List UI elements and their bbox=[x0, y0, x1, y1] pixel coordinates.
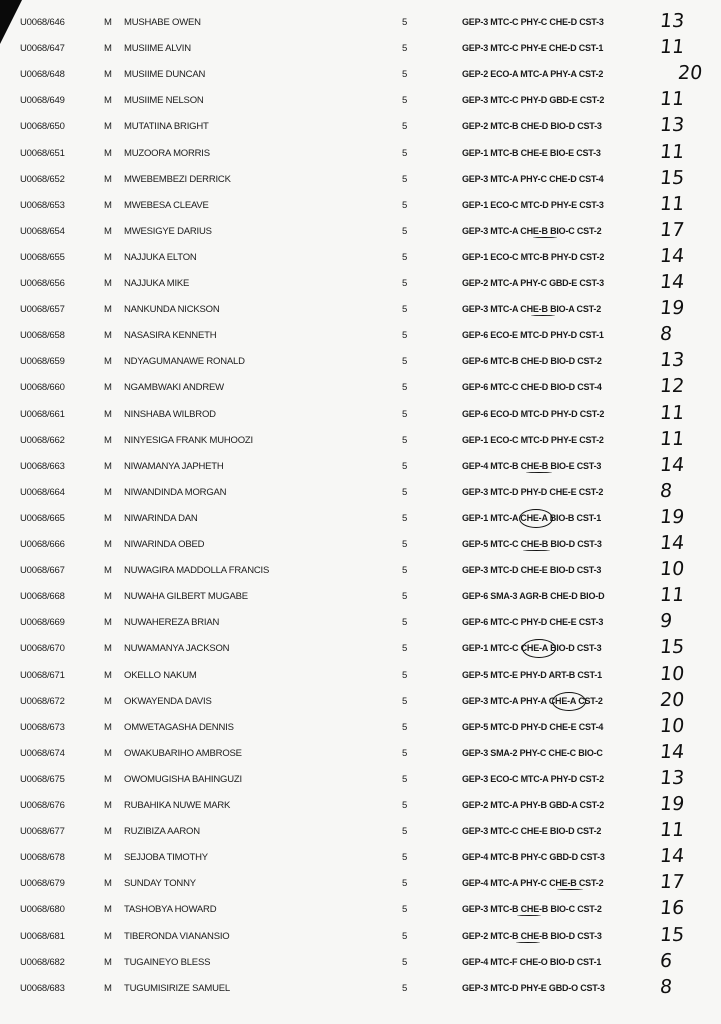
division: 5 bbox=[402, 199, 408, 211]
table-row bbox=[0, 271, 721, 297]
sex: M bbox=[104, 278, 112, 289]
sex: M bbox=[104, 643, 112, 655]
sex: M bbox=[104, 95, 112, 107]
division: 5 bbox=[402, 643, 408, 655]
table-row bbox=[0, 323, 721, 349]
subject-combination: GEP-1 ECO-C MTC-D PHY-E CST-3 bbox=[462, 199, 604, 210]
handwritten-points: 14 bbox=[658, 453, 686, 476]
table-row bbox=[0, 375, 721, 401]
sex: M bbox=[104, 982, 112, 994]
candidate-name: OWAKUBARIHO AMBROSE bbox=[124, 747, 242, 759]
table-row bbox=[0, 950, 721, 976]
index-number: U0068/679 bbox=[20, 878, 65, 890]
subject-combination: GEP-3 MTC-C PHY-D GBD-E CST-2 bbox=[462, 95, 605, 106]
table-row bbox=[0, 741, 721, 767]
subject-combination: GEP-6 ECO-E MTC-D PHY-D CST-1 bbox=[462, 330, 604, 341]
division: 5 bbox=[402, 591, 408, 603]
candidate-name: NDYAGUMANAWE RONALD bbox=[124, 356, 245, 368]
handwritten-points: 11 bbox=[658, 36, 686, 59]
index-number: U0068/663 bbox=[20, 460, 65, 472]
division: 5 bbox=[402, 173, 408, 185]
index-number: U0068/662 bbox=[20, 434, 65, 446]
division: 5 bbox=[402, 147, 408, 159]
handwritten-points: 13 bbox=[658, 349, 686, 372]
candidate-name: MUSIIME DUNCAN bbox=[124, 69, 206, 81]
candidate-name: RUBAHIKA NUWE MARK bbox=[124, 800, 231, 811]
table-row bbox=[0, 454, 721, 480]
division: 5 bbox=[402, 930, 408, 942]
table-row bbox=[0, 480, 721, 506]
subject-combination: GEP-3 MTC-A CHE-B BIO-C CST-2 bbox=[462, 225, 602, 236]
division: 5 bbox=[402, 225, 408, 237]
table-row bbox=[0, 767, 721, 793]
handwritten-points: 11 bbox=[658, 88, 686, 111]
sex: M bbox=[104, 173, 112, 185]
pen-underline bbox=[526, 471, 552, 473]
sex: M bbox=[104, 878, 112, 890]
handwritten-points: 11 bbox=[658, 584, 686, 607]
division: 5 bbox=[402, 121, 408, 133]
subject-combination: GEP-3 MTC-C CHE-E BIO-D CST-2 bbox=[462, 826, 602, 837]
handwritten-points: 10 bbox=[658, 714, 686, 737]
table-row bbox=[0, 558, 721, 584]
sex: M bbox=[104, 747, 112, 759]
index-number: U0068/666 bbox=[20, 539, 65, 550]
candidate-name: OMWETAGASHA DENNIS bbox=[124, 721, 234, 733]
index-number: U0068/654 bbox=[20, 225, 65, 237]
table-row bbox=[0, 141, 721, 167]
candidate-name: MWEBEMBEZI DERRICK bbox=[124, 173, 231, 185]
division: 5 bbox=[402, 956, 408, 968]
division: 5 bbox=[402, 878, 408, 890]
sex: M bbox=[104, 382, 112, 394]
candidate-name: NINYESIGA FRANK MUHOOZI bbox=[124, 434, 253, 446]
handwritten-points: 11 bbox=[658, 427, 686, 450]
pen-underline bbox=[531, 314, 555, 316]
pen-underline bbox=[523, 549, 550, 551]
sex: M bbox=[104, 591, 112, 603]
candidate-name: NUWAHA GILBERT MUGABE bbox=[124, 591, 248, 603]
handwritten-points: 15 bbox=[658, 636, 686, 659]
sex: M bbox=[104, 251, 112, 263]
handwritten-points: 11 bbox=[658, 192, 686, 215]
division: 5 bbox=[402, 95, 408, 107]
subject-combination: GEP-3 SMA-2 PHY-C CHE-C BIO-C bbox=[462, 747, 603, 758]
table-row bbox=[0, 297, 721, 323]
sex: M bbox=[104, 930, 112, 942]
division: 5 bbox=[402, 773, 408, 785]
subject-combination: GEP-4 MTC-B CHE-B BIO-E CST-3 bbox=[462, 460, 602, 471]
pen-circle bbox=[522, 639, 556, 658]
subject-combination: GEP-5 MTC-E PHY-D ART-B CST-1 bbox=[462, 669, 602, 680]
candidate-name: MUZOORA MORRIS bbox=[124, 147, 210, 159]
table-row bbox=[0, 114, 721, 140]
subject-combination: GEP-2 ECO-A MTC-A PHY-A CST-2 bbox=[462, 69, 604, 80]
handwritten-points: 15 bbox=[658, 166, 686, 189]
candidate-name: NAJJUKA MIKE bbox=[124, 278, 190, 289]
subject-combination: GEP-3 MTC-C PHY-C CHE-D CST-3 bbox=[462, 17, 604, 27]
subject-combination: GEP-2 MTC-A PHY-C GBD-E CST-3 bbox=[462, 278, 604, 288]
sex: M bbox=[104, 225, 112, 237]
subject-combination: GEP-3 MTC-B CHE-B BIO-C CST-2 bbox=[462, 904, 602, 915]
subject-combination: GEP-3 MTC-A CHE-B BIO-A CST-2 bbox=[462, 304, 602, 315]
subject-combination: GEP-4 MTC-A PHY-C CHE-B CST-2 bbox=[462, 878, 604, 889]
subject-combination: GEP-5 MTC-C CHE-B BIO-D CST-3 bbox=[462, 539, 602, 549]
sex: M bbox=[104, 434, 112, 446]
sex: M bbox=[104, 826, 112, 838]
table-row bbox=[0, 689, 721, 715]
handwritten-points: 10 bbox=[658, 558, 686, 581]
table-row bbox=[0, 245, 721, 271]
table-row bbox=[0, 402, 721, 428]
subject-combination: GEP-1 MTC-C CHE-A BIO-D CST-3 bbox=[462, 643, 602, 654]
index-number: U0068/670 bbox=[20, 643, 65, 655]
index-number: U0068/661 bbox=[20, 408, 65, 420]
index-number: U0068/675 bbox=[20, 773, 65, 785]
index-number: U0068/667 bbox=[20, 565, 65, 577]
handwritten-points: 17 bbox=[658, 218, 686, 241]
table-row bbox=[0, 532, 721, 558]
subject-combination: GEP-2 MTC-A PHY-B GBD-A CST-2 bbox=[462, 800, 605, 810]
subject-combination: GEP-6 ECO-D MTC-D PHY-D CST-2 bbox=[462, 408, 605, 419]
index-number: U0068/660 bbox=[20, 382, 65, 394]
subject-combination: GEP-6 MTC-C PHY-D CHE-E CST-3 bbox=[462, 617, 604, 628]
candidate-name: NIWARINDA DAN bbox=[124, 512, 198, 524]
handwritten-points: 6 bbox=[658, 949, 674, 972]
table-row bbox=[0, 349, 721, 375]
division: 5 bbox=[402, 330, 408, 342]
sex: M bbox=[104, 460, 112, 472]
table-row bbox=[0, 819, 721, 845]
division: 5 bbox=[402, 721, 408, 733]
subject-combination: GEP-1 MTC-A CHE-A BIO-B CST-1 bbox=[462, 512, 602, 523]
pen-underline bbox=[517, 914, 541, 916]
table-row bbox=[0, 219, 721, 245]
sex: M bbox=[104, 199, 112, 211]
handwritten-points: 11 bbox=[658, 401, 686, 424]
index-number: U0068/648 bbox=[20, 69, 65, 81]
index-number: U0068/669 bbox=[20, 617, 65, 629]
index-number: U0068/683 bbox=[20, 982, 65, 994]
candidate-name: SUNDAY TONNY bbox=[124, 878, 196, 890]
subject-combination: GEP-2 MTC-B CHE-D BIO-D CST-3 bbox=[462, 121, 602, 132]
index-number: U0068/678 bbox=[20, 852, 65, 864]
sex: M bbox=[104, 617, 112, 629]
pen-underline bbox=[557, 888, 583, 890]
table-row bbox=[0, 976, 721, 1002]
index-number: U0068/652 bbox=[20, 173, 65, 185]
candidate-name: NANKUNDA NICKSON bbox=[124, 304, 220, 316]
sex: M bbox=[104, 956, 112, 968]
candidate-name: NASASIRA KENNETH bbox=[124, 330, 217, 342]
subject-combination: GEP-3 MTC-D CHE-E BIO-D CST-3 bbox=[462, 565, 602, 576]
subject-combination: GEP-3 MTC-D PHY-E GBD-O CST-3 bbox=[462, 982, 605, 993]
subject-combination: GEP-3 MTC-A PHY-A CHE-A CST-2 bbox=[462, 695, 603, 706]
division: 5 bbox=[402, 565, 408, 577]
index-number: U0068/657 bbox=[20, 304, 65, 316]
division: 5 bbox=[402, 747, 408, 759]
candidate-name: TIBERONDA VIANANSIO bbox=[124, 930, 230, 942]
candidate-name: MUTATIINA BRIGHT bbox=[124, 121, 209, 133]
handwritten-points: 11 bbox=[658, 819, 686, 842]
sex: M bbox=[104, 408, 112, 420]
index-number: U0068/655 bbox=[20, 251, 65, 263]
index-number: U0068/651 bbox=[20, 147, 65, 159]
division: 5 bbox=[402, 982, 408, 994]
division: 5 bbox=[402, 852, 408, 864]
candidate-name: NUWAHEREZA BRIAN bbox=[124, 617, 220, 629]
sex: M bbox=[104, 330, 112, 342]
division: 5 bbox=[402, 669, 408, 681]
table-row bbox=[0, 715, 721, 741]
handwritten-points: 16 bbox=[658, 897, 686, 920]
subject-combination: GEP-1 MTC-B CHE-E BIO-E CST-3 bbox=[462, 147, 601, 158]
index-number: U0068/650 bbox=[20, 121, 65, 133]
candidate-name: TUGUMISIRIZE SAMUEL bbox=[124, 982, 230, 994]
handwritten-points: 15 bbox=[658, 923, 686, 946]
sex: M bbox=[104, 147, 112, 159]
index-number: U0068/647 bbox=[20, 43, 65, 55]
sex: M bbox=[104, 721, 112, 733]
index-number: U0068/653 bbox=[20, 199, 65, 211]
subject-combination: GEP-4 MTC-B PHY-C GBD-D CST-3 bbox=[462, 852, 605, 863]
table-row bbox=[0, 845, 721, 871]
handwritten-points: 14 bbox=[658, 244, 686, 267]
index-number: U0068/659 bbox=[20, 356, 65, 368]
division: 5 bbox=[402, 695, 408, 707]
candidate-name: MUSIIME ALVIN bbox=[124, 43, 191, 55]
division: 5 bbox=[402, 43, 408, 55]
sex: M bbox=[104, 304, 112, 316]
sex: M bbox=[104, 773, 112, 785]
candidate-name: NIWANDINDA MORGAN bbox=[124, 486, 227, 498]
candidate-name: NUWAGIRA MADDOLLA FRANCIS bbox=[124, 565, 270, 577]
handwritten-points: 9 bbox=[658, 610, 674, 633]
pen-underline bbox=[533, 236, 557, 238]
table-row bbox=[0, 88, 721, 114]
table-row bbox=[0, 506, 721, 532]
subject-combination: GEP-1 ECO-C MTC-B PHY-D CST-2 bbox=[462, 251, 605, 262]
handwritten-points: 19 bbox=[658, 297, 686, 320]
index-number: U0068/672 bbox=[20, 695, 65, 707]
index-number: U0068/674 bbox=[20, 747, 65, 759]
index-number: U0068/649 bbox=[20, 95, 65, 107]
sex: M bbox=[104, 695, 112, 707]
subject-combination: GEP-6 MTC-C CHE-D BIO-D CST-4 bbox=[462, 382, 602, 393]
table-row bbox=[0, 428, 721, 454]
handwritten-points: 13 bbox=[658, 10, 686, 32]
candidate-name: TUGAINEYO BLESS bbox=[124, 956, 211, 968]
index-number: U0068/646 bbox=[20, 17, 65, 28]
subject-combination: GEP-3 MTC-D PHY-D CHE-E CST-2 bbox=[462, 486, 604, 497]
table-row bbox=[0, 924, 721, 950]
subject-combination: GEP-4 MTC-F CHE-O BIO-D CST-1 bbox=[462, 956, 602, 967]
subject-combination: GEP-6 MTC-B CHE-D BIO-D CST-2 bbox=[462, 356, 602, 367]
sex: M bbox=[104, 904, 112, 916]
handwritten-points: 13 bbox=[658, 766, 686, 789]
table-row bbox=[0, 871, 721, 897]
handwritten-points: 19 bbox=[658, 505, 686, 528]
handwritten-points: 17 bbox=[658, 871, 686, 894]
candidate-name: MWEBESA CLEAVE bbox=[124, 199, 209, 211]
table-row bbox=[0, 193, 721, 219]
subject-combination: GEP-3 ECO-C MTC-A PHY-D CST-2 bbox=[462, 773, 604, 784]
candidate-name: OWOMUGISHA BAHINGUZI bbox=[124, 773, 242, 785]
handwritten-points: 8 bbox=[658, 479, 674, 502]
division: 5 bbox=[402, 826, 408, 838]
division: 5 bbox=[402, 251, 408, 263]
pen-circle bbox=[552, 692, 586, 711]
subject-combination: GEP-6 SMA-3 AGR-B CHE-D BIO-D bbox=[462, 591, 605, 602]
candidate-name: TASHOBYA HOWARD bbox=[124, 904, 217, 916]
division: 5 bbox=[402, 356, 408, 368]
candidate-name: NIWAMANYA JAPHETH bbox=[124, 460, 224, 472]
handwritten-points: 20 bbox=[676, 62, 704, 85]
index-number: U0068/658 bbox=[20, 330, 65, 342]
sex: M bbox=[104, 539, 112, 550]
index-number: U0068/665 bbox=[20, 512, 65, 524]
division: 5 bbox=[402, 278, 408, 289]
subject-combination: GEP-1 ECO-C MTC-D PHY-E CST-2 bbox=[462, 434, 604, 445]
candidate-name: NIWARINDA OBED bbox=[124, 539, 205, 550]
division: 5 bbox=[402, 408, 408, 420]
division: 5 bbox=[402, 17, 408, 28]
candidate-name: SEJJOBA TIMOTHY bbox=[124, 852, 208, 864]
candidate-name: MUSIIME NELSON bbox=[124, 95, 204, 107]
table-row bbox=[0, 167, 721, 193]
subject-combination: GEP-2 MTC-B CHE-B BIO-D CST-3 bbox=[462, 930, 602, 941]
candidate-name: NINSHABA WILBROD bbox=[124, 408, 216, 420]
division: 5 bbox=[402, 486, 408, 498]
candidate-name: NUWAMANYA JACKSON bbox=[124, 643, 230, 655]
handwritten-points: 14 bbox=[658, 532, 686, 554]
division: 5 bbox=[402, 904, 408, 916]
index-number: U0068/681 bbox=[20, 930, 65, 942]
handwritten-points: 14 bbox=[658, 845, 686, 868]
index-number: U0068/671 bbox=[20, 669, 65, 681]
subject-combination: GEP-3 MTC-A PHY-C CHE-D CST-4 bbox=[462, 173, 604, 184]
index-number: U0068/668 bbox=[20, 591, 65, 603]
candidate-name: MUSHABE OWEN bbox=[124, 17, 201, 28]
division: 5 bbox=[402, 539, 408, 550]
table-row bbox=[0, 62, 721, 88]
candidate-name: NAJJUKA ELTON bbox=[124, 251, 197, 263]
index-number: U0068/656 bbox=[20, 278, 65, 289]
sex: M bbox=[104, 356, 112, 368]
sex: M bbox=[104, 512, 112, 524]
candidate-name: OKELLO NAKUM bbox=[124, 669, 197, 681]
handwritten-points: 11 bbox=[658, 140, 686, 163]
candidate-name: MWESIGYE DARIUS bbox=[124, 225, 212, 237]
sex: M bbox=[104, 43, 112, 55]
table-row bbox=[0, 10, 721, 36]
table-row bbox=[0, 793, 721, 819]
index-number: U0068/676 bbox=[20, 800, 65, 811]
division: 5 bbox=[402, 617, 408, 629]
table-row bbox=[0, 636, 721, 662]
candidate-name: NGAMBWAKI ANDREW bbox=[124, 382, 224, 394]
handwritten-points: 19 bbox=[658, 793, 686, 815]
candidate-name: RUZIBIZA AARON bbox=[124, 826, 200, 838]
index-number: U0068/664 bbox=[20, 486, 65, 498]
division: 5 bbox=[402, 304, 408, 316]
table-row bbox=[0, 897, 721, 923]
sex: M bbox=[104, 565, 112, 577]
handwritten-points: 14 bbox=[658, 740, 686, 763]
index-number: U0068/680 bbox=[20, 904, 65, 916]
sex: M bbox=[104, 17, 112, 28]
handwritten-points: 12 bbox=[658, 375, 686, 398]
division: 5 bbox=[402, 800, 408, 811]
subject-combination: GEP-5 MTC-D PHY-D CHE-E CST-4 bbox=[462, 721, 604, 732]
handwritten-points: 10 bbox=[658, 662, 686, 685]
pen-circle bbox=[519, 509, 553, 528]
index-number: U0068/673 bbox=[20, 721, 65, 733]
table-row bbox=[0, 36, 721, 62]
pen-underline bbox=[516, 941, 540, 943]
handwritten-points: 13 bbox=[658, 114, 686, 137]
sex: M bbox=[104, 852, 112, 864]
sex: M bbox=[104, 69, 112, 81]
candidate-name: OKWAYENDA DAVIS bbox=[124, 695, 212, 707]
sex: M bbox=[104, 486, 112, 498]
sex: M bbox=[104, 121, 112, 133]
division: 5 bbox=[402, 460, 408, 472]
table-row bbox=[0, 584, 721, 610]
sex: M bbox=[104, 669, 112, 681]
handwritten-points: 8 bbox=[658, 975, 674, 998]
table-row bbox=[0, 610, 721, 636]
handwritten-points: 20 bbox=[658, 688, 686, 711]
handwritten-points: 14 bbox=[658, 271, 686, 293]
index-number: U0068/677 bbox=[20, 826, 65, 838]
index-number: U0068/682 bbox=[20, 956, 65, 968]
division: 5 bbox=[402, 69, 408, 81]
division: 5 bbox=[402, 512, 408, 524]
division: 5 bbox=[402, 434, 408, 446]
subject-combination: GEP-3 MTC-C PHY-E CHE-D CST-1 bbox=[462, 43, 604, 54]
table-row bbox=[0, 663, 721, 689]
handwritten-points: 8 bbox=[658, 323, 674, 346]
sex: M bbox=[104, 800, 112, 811]
division: 5 bbox=[402, 382, 408, 394]
